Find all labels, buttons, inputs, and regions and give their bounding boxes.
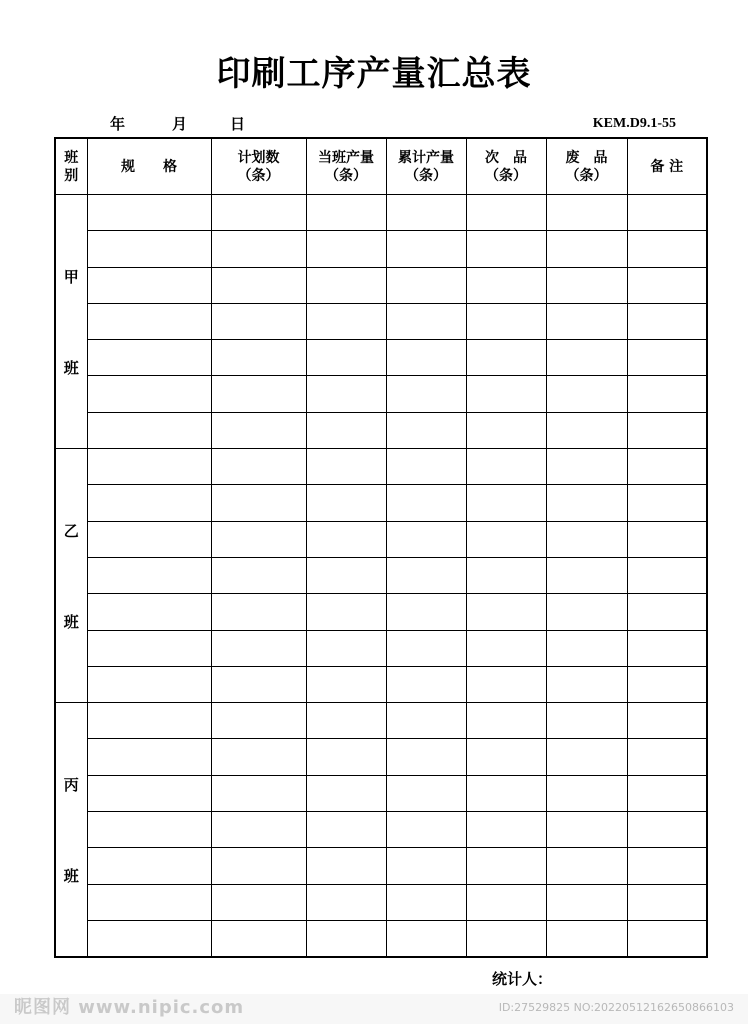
entry-cell[interactable]	[306, 630, 386, 666]
header-line: （条）	[565, 167, 608, 184]
entry-cell[interactable]	[211, 195, 306, 231]
entry-cell[interactable]	[306, 557, 386, 593]
table-row	[55, 557, 707, 593]
entry-cell[interactable]	[627, 812, 707, 848]
entry-cell[interactable]	[466, 376, 546, 412]
entry-cell[interactable]	[87, 739, 211, 775]
entry-cell[interactable]	[386, 412, 466, 448]
entry-cell[interactable]	[546, 449, 627, 485]
watermark-logo: 昵图网 www.nipic.com	[14, 997, 245, 1018]
entry-cell[interactable]	[546, 703, 627, 739]
table-row	[55, 340, 707, 376]
header-line: （条）	[237, 167, 280, 184]
entry-cell[interactable]	[87, 340, 211, 376]
entry-cell[interactable]	[306, 412, 386, 448]
header-line: 当班产量	[318, 149, 374, 166]
entry-cell[interactable]	[211, 231, 306, 267]
entry-cell[interactable]	[466, 594, 546, 630]
header-line: （条）	[325, 167, 367, 184]
entry-cell[interactable]	[211, 666, 306, 702]
entry-cell[interactable]	[466, 848, 546, 884]
entry-cell[interactable]	[546, 267, 627, 303]
entry-cell[interactable]	[211, 267, 306, 303]
table-row	[55, 739, 707, 775]
entry-cell[interactable]	[627, 703, 707, 739]
entry-cell[interactable]	[87, 594, 211, 630]
table-row	[55, 195, 707, 231]
entry-cell[interactable]	[87, 195, 211, 231]
table-row	[55, 848, 707, 884]
month-label: 月	[172, 115, 188, 133]
entry-cell[interactable]	[211, 485, 306, 521]
entry-cell[interactable]	[627, 303, 707, 339]
entry-cell[interactable]	[546, 812, 627, 848]
shift-group-cell	[55, 195, 87, 449]
entry-cell[interactable]	[211, 775, 306, 811]
header-line: 规 格	[121, 158, 177, 175]
entry-cell[interactable]	[386, 848, 466, 884]
entry-cell[interactable]	[306, 848, 386, 884]
entry-cell[interactable]	[627, 231, 707, 267]
header-cell-rejects	[546, 138, 627, 195]
entry-cell[interactable]	[306, 703, 386, 739]
entry-cell[interactable]	[306, 231, 386, 267]
table-row	[55, 812, 707, 848]
table-row	[55, 884, 707, 920]
header-line: （条）	[485, 167, 527, 184]
entry-cell[interactable]	[546, 739, 627, 775]
entry-cell[interactable]	[627, 340, 707, 376]
entry-cell[interactable]	[306, 267, 386, 303]
header-cell-spec	[87, 138, 211, 195]
table-row	[55, 412, 707, 448]
entry-cell[interactable]	[627, 666, 707, 702]
entry-cell[interactable]	[627, 267, 707, 303]
entry-cell[interactable]	[211, 848, 306, 884]
entry-cell[interactable]	[627, 920, 707, 957]
entry-cell[interactable]	[546, 884, 627, 920]
entry-cell[interactable]	[87, 231, 211, 267]
entry-cell[interactable]	[211, 303, 306, 339]
entry-cell[interactable]	[87, 267, 211, 303]
entry-cell[interactable]	[87, 848, 211, 884]
entry-cell[interactable]	[306, 195, 386, 231]
entry-cell[interactable]	[386, 630, 466, 666]
shift-name-char: 乙	[63, 521, 79, 540]
entry-cell[interactable]	[386, 303, 466, 339]
entry-cell[interactable]	[211, 557, 306, 593]
entry-cell[interactable]	[211, 594, 306, 630]
entry-cell[interactable]	[306, 666, 386, 702]
entry-cell[interactable]	[386, 739, 466, 775]
header-line: 备 注	[650, 158, 684, 175]
table-row	[55, 376, 707, 412]
table-row	[55, 594, 707, 630]
shift-suffix-char: 班	[63, 866, 79, 885]
entry-cell[interactable]	[386, 449, 466, 485]
entry-cell[interactable]	[466, 340, 546, 376]
entry-cell[interactable]	[87, 703, 211, 739]
header-line: 次 品	[485, 149, 527, 166]
shift-name-char: 甲	[63, 267, 79, 286]
table-row	[55, 521, 707, 557]
entry-cell[interactable]	[386, 812, 466, 848]
entry-cell[interactable]	[627, 521, 707, 557]
entry-cell[interactable]	[386, 557, 466, 593]
entry-cell[interactable]	[466, 412, 546, 448]
table-row	[55, 449, 707, 485]
header-cell-planned	[211, 138, 306, 195]
entry-cell[interactable]	[386, 376, 466, 412]
entry-cell[interactable]	[546, 630, 627, 666]
table-row	[55, 920, 707, 957]
entry-cell[interactable]	[627, 376, 707, 412]
entry-cell[interactable]	[386, 340, 466, 376]
entry-cell[interactable]	[211, 521, 306, 557]
table-row	[55, 267, 707, 303]
entry-cell[interactable]	[386, 703, 466, 739]
entry-cell[interactable]	[546, 557, 627, 593]
table-row	[55, 485, 707, 521]
shift-group-cell	[55, 703, 87, 958]
entry-cell[interactable]	[306, 376, 386, 412]
entry-cell[interactable]	[627, 195, 707, 231]
entry-cell[interactable]	[466, 666, 546, 702]
entry-cell[interactable]	[466, 884, 546, 920]
entry-cell[interactable]	[211, 739, 306, 775]
table-row	[55, 303, 707, 339]
entry-cell[interactable]	[627, 412, 707, 448]
entry-cell[interactable]	[306, 884, 386, 920]
entry-cell[interactable]	[546, 303, 627, 339]
entry-cell[interactable]	[466, 812, 546, 848]
entry-cell[interactable]	[306, 521, 386, 557]
entry-cell[interactable]	[87, 449, 211, 485]
header-row	[55, 138, 707, 195]
header-cell-cumulative-output	[386, 138, 466, 195]
entry-cell[interactable]	[466, 303, 546, 339]
shift-suffix-char: 班	[63, 612, 79, 631]
entry-cell[interactable]	[386, 920, 466, 957]
header-line: 班	[64, 149, 79, 166]
entry-cell[interactable]	[466, 449, 546, 485]
entry-cell[interactable]	[546, 775, 627, 811]
entry-cell[interactable]	[386, 594, 466, 630]
entry-cell[interactable]	[466, 485, 546, 521]
entry-cell[interactable]	[466, 703, 546, 739]
entry-cell[interactable]	[546, 376, 627, 412]
day-label: 日	[230, 115, 246, 133]
entry-cell[interactable]	[386, 195, 466, 231]
entry-cell[interactable]	[211, 920, 306, 957]
entry-cell[interactable]	[546, 594, 627, 630]
header-line: 别	[64, 167, 79, 184]
table-row	[55, 703, 707, 739]
shift-suffix-char: 班	[63, 358, 79, 377]
entry-cell[interactable]	[627, 485, 707, 521]
entry-cell[interactable]	[386, 666, 466, 702]
entry-cell[interactable]	[546, 485, 627, 521]
entry-cell[interactable]	[211, 412, 306, 448]
shift-name-char: 丙	[63, 775, 79, 794]
entry-cell[interactable]	[306, 449, 386, 485]
entry-cell[interactable]	[466, 521, 546, 557]
entry-cell[interactable]	[386, 485, 466, 521]
entry-cell[interactable]	[627, 449, 707, 485]
entry-cell[interactable]	[546, 412, 627, 448]
entry-cell[interactable]	[627, 594, 707, 630]
entry-cell[interactable]	[211, 884, 306, 920]
entry-cell[interactable]	[87, 521, 211, 557]
entry-cell[interactable]	[386, 775, 466, 811]
entry-cell[interactable]	[87, 303, 211, 339]
statistician-signature-label: 统计人：	[492, 970, 553, 988]
entry-cell[interactable]	[306, 739, 386, 775]
entry-cell[interactable]	[87, 557, 211, 593]
entry-cell[interactable]	[627, 884, 707, 920]
entry-cell[interactable]	[306, 340, 386, 376]
entry-cell[interactable]	[87, 376, 211, 412]
entry-cell[interactable]	[211, 376, 306, 412]
entry-cell[interactable]	[386, 521, 466, 557]
page-title: 印刷工序产量汇总表	[216, 54, 532, 94]
entry-cell[interactable]	[87, 666, 211, 702]
entry-cell[interactable]	[306, 812, 386, 848]
entry-cell[interactable]	[87, 412, 211, 448]
entry-cell[interactable]	[87, 920, 211, 957]
entry-cell[interactable]	[306, 775, 386, 811]
entry-cell[interactable]	[627, 739, 707, 775]
entry-cell[interactable]	[306, 594, 386, 630]
entry-cell[interactable]	[87, 884, 211, 920]
entry-cell[interactable]	[211, 630, 306, 666]
entry-cell[interactable]	[87, 485, 211, 521]
entry-cell[interactable]	[546, 195, 627, 231]
entry-cell[interactable]	[87, 775, 211, 811]
header-line: （条）	[405, 167, 447, 184]
shift-group-cell	[55, 449, 87, 703]
entry-cell[interactable]	[87, 630, 211, 666]
entry-cell[interactable]	[87, 812, 211, 848]
summary-table	[54, 137, 708, 958]
entry-cell[interactable]	[211, 449, 306, 485]
table-row	[55, 775, 707, 811]
entry-cell[interactable]	[466, 231, 546, 267]
entry-cell[interactable]	[211, 340, 306, 376]
header-line: 计划数	[237, 149, 280, 166]
form-code: KEM.D9.1-55	[592, 116, 676, 131]
entry-cell[interactable]	[466, 775, 546, 811]
header-cell-group	[55, 138, 87, 195]
entry-cell[interactable]	[386, 267, 466, 303]
entry-cell[interactable]	[466, 267, 546, 303]
entry-cell[interactable]	[466, 557, 546, 593]
entry-cell[interactable]	[546, 231, 627, 267]
entry-cell[interactable]	[386, 231, 466, 267]
header-cell-seconds	[466, 138, 546, 195]
header-cell-remarks	[627, 138, 707, 195]
entry-cell[interactable]	[306, 485, 386, 521]
entry-cell[interactable]	[546, 340, 627, 376]
entry-cell[interactable]	[211, 812, 306, 848]
entry-cell[interactable]	[627, 848, 707, 884]
entry-cell[interactable]	[466, 920, 546, 957]
table-row	[55, 231, 707, 267]
entry-cell[interactable]	[627, 775, 707, 811]
entry-cell[interactable]	[546, 848, 627, 884]
entry-cell[interactable]	[546, 920, 627, 957]
header-cell-shift-output	[306, 138, 386, 195]
table-row	[55, 630, 707, 666]
entry-cell[interactable]	[627, 557, 707, 593]
entry-cell[interactable]	[546, 666, 627, 702]
entry-cell[interactable]	[627, 630, 707, 666]
entry-cell[interactable]	[211, 703, 306, 739]
watermark-id: ID:27529825 NO:20220512162650866103	[498, 1001, 734, 1014]
header-line: 废 品	[565, 149, 608, 166]
table-row	[55, 666, 707, 702]
entry-cell[interactable]	[546, 521, 627, 557]
entry-cell[interactable]	[466, 630, 546, 666]
entry-cell[interactable]	[466, 739, 546, 775]
entry-cell[interactable]	[306, 303, 386, 339]
entry-cell[interactable]	[306, 920, 386, 957]
entry-cell[interactable]	[466, 195, 546, 231]
header-line: 累计产量	[398, 149, 454, 166]
entry-cell[interactable]	[386, 884, 466, 920]
year-label: 年	[110, 115, 126, 133]
